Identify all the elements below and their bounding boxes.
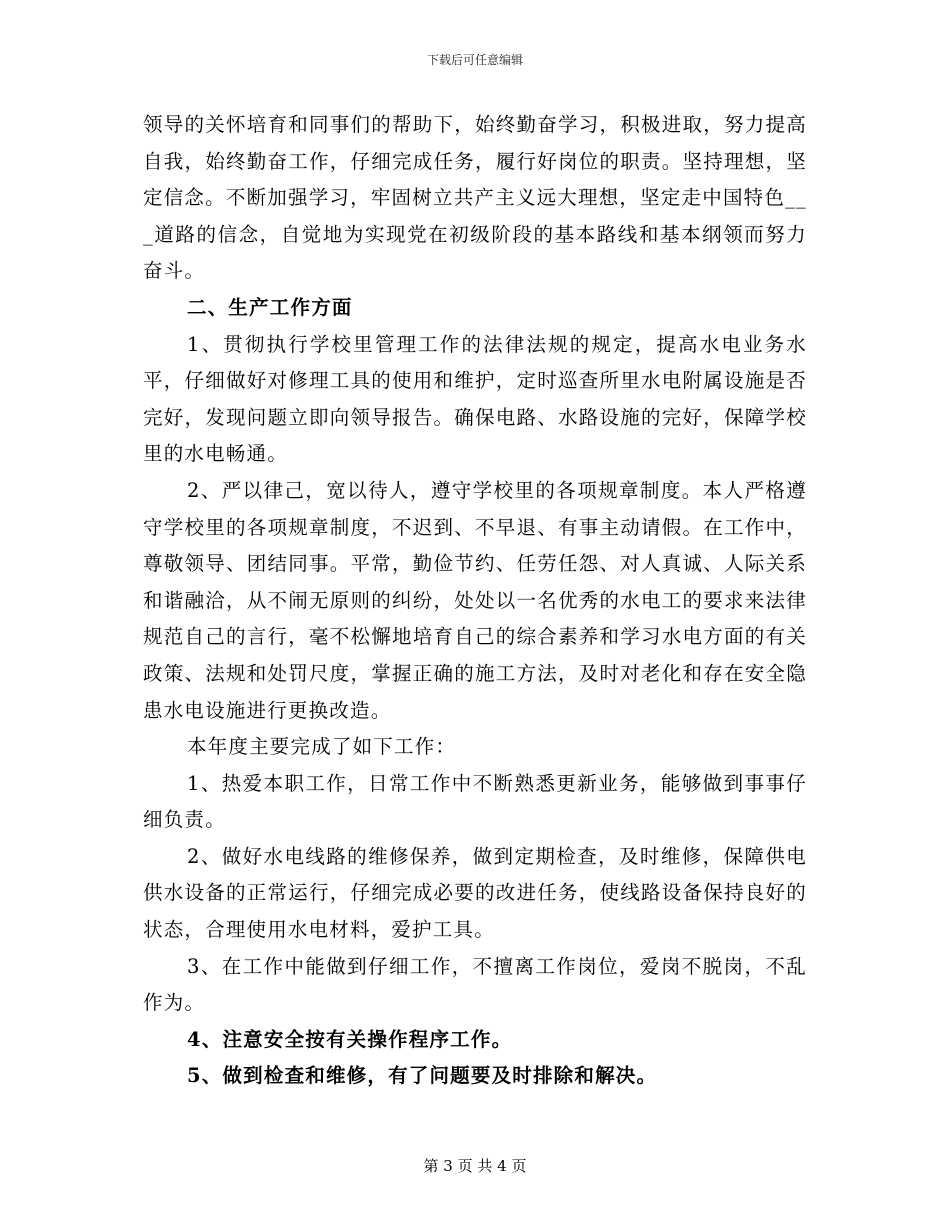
paragraph-work-5: 5、做到检查和维修，有了问题要及时排除和解决。 — [187, 1064, 658, 1088]
paragraph-year-summary-intro: 本年度主要完成了如下工作： — [187, 735, 457, 759]
paragraph-work-2: 2、做好水电线路的维修保养，做到定期检查，及时维修，保障供电供水设备的正常运行，仔细完成必要的改进任务，使线路设备保持良好的状态，合理使用水电材料，爱护工具。 — [143, 844, 807, 942]
document-body — [143, 107, 807, 1095]
paragraph-work-4: 4、注意安全按有关操作程序工作。 — [187, 1027, 513, 1051]
paragraph-work-1: 1、热爱本职工作，日常工作中不断熟悉更新业务，能够做到事事仔细负责。 — [143, 771, 807, 832]
paragraph-item-2: 2、严以律己，宽以待人，遵守学校里的各项规章制度。本人严格遵守学校里的各项规章制度，不迟到、不早退、有事主动请假。在工作中，尊敬领导、团结同事。平常，勤俭节约、任劳任怨、对人真诚、人际关系和谐融洽，从不闹无原则的纠纷，处处以一名优秀的水电工的要求来法律规范自己的言行，毫不松懈地培育自己的综合素养和学习水电方面的有关政策、法规和处罚尺度，掌握正确的施工方法，及时对老化和存在安全隐患水电设施进行更换改造。 — [143, 478, 807, 722]
page-header: 下载后可任意编辑 — [426, 53, 523, 67]
paragraph-work-3: 3、在工作中能做到仔细工作，不擅离工作岗位，爱岗不脱岗，不乱作为。 — [143, 954, 807, 1015]
paragraph-item-1: 1、贯彻执行学校里管理工作的法律法规的规定，提高水电业务水平，仔细做好对修理工具的使用和维护，定时巡查所里水电附属设施是否完好，发现问题立即向领导报告。确保电路、水路设施的完好，保障学校里的水电畅通。 — [143, 332, 807, 466]
section-heading-production: 二、生产工作方面 — [187, 295, 353, 319]
page-footer: 第 3 页 共 4 页 — [423, 1157, 527, 1175]
paragraph-continuation: 领导的关怀培育和同事们的帮助下，始终勤奋学习，积极进取，努力提高自我，始终勤奋工作，仔细完成任务，履行好岗位的职责。坚持理想，坚定信念。不断加强学习，牢固树立共产主义远大理想，坚定走中国特色___道路的信念，自觉地为实现党在初级阶段的基本路线和基本纲领而努力奋斗。 — [143, 113, 807, 283]
